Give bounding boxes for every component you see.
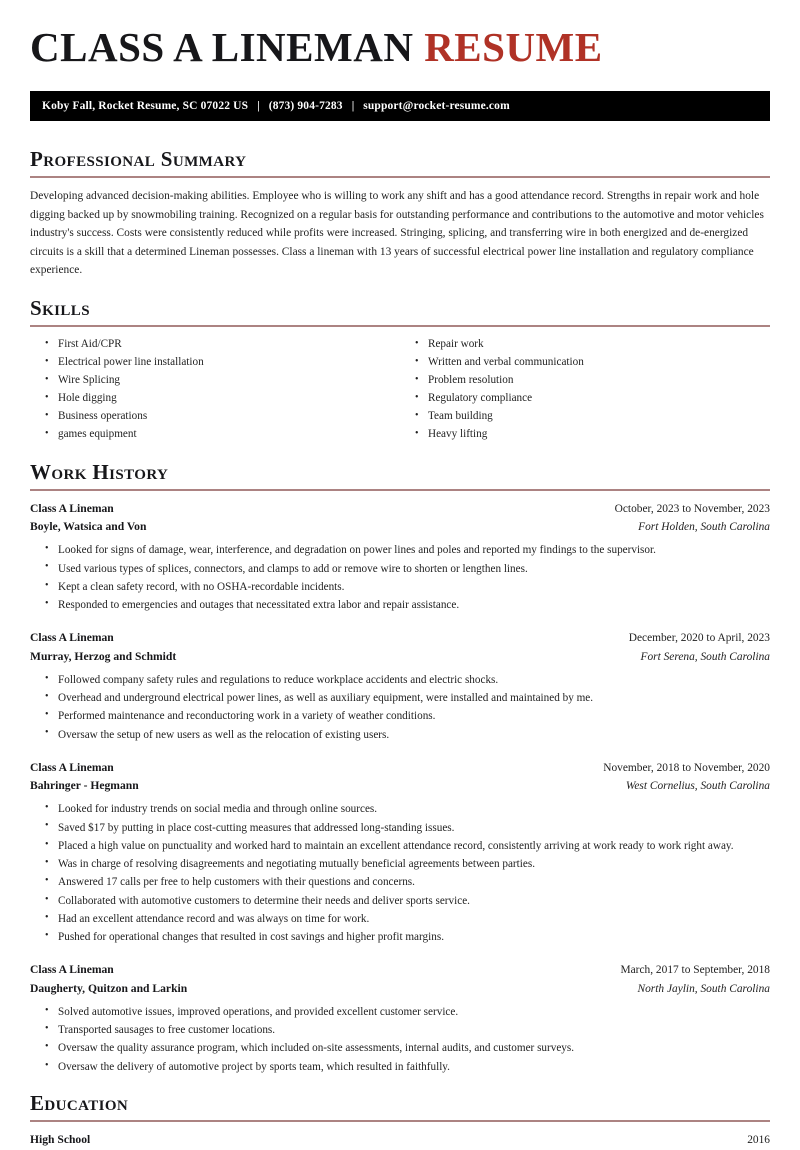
job-header-row: [30, 500, 770, 519]
job-header-row: [30, 961, 770, 980]
section-heading-skills: Skills: [30, 295, 90, 320]
list-item: • Problem resolution: [428, 372, 770, 390]
list-item: • Looked for industry trends on social media and through online sources.: [58, 801, 770, 819]
list-item: • Performed maintenance and reconductoring work in a variety of weather conditions.: [58, 708, 770, 726]
list-item: • Hole digging: [58, 390, 400, 408]
contact-phone: (873) 904-7283: [268, 100, 343, 113]
skills-column-left: [30, 336, 400, 444]
section-heading-education: Education: [30, 1090, 129, 1115]
list-item: • Heavy lifting: [428, 426, 770, 444]
work-history-entry: [30, 759, 770, 948]
section-education: [30, 1091, 770, 1150]
job-header-row: [30, 759, 770, 778]
list-item: • Written and verbal communication: [428, 354, 770, 372]
work-history-entry: [30, 500, 770, 615]
skills-columns: [30, 336, 770, 444]
job-title: Class A Lineman: [30, 631, 114, 645]
job-bullets: [30, 801, 770, 947]
list-item: • games equipment: [58, 426, 400, 444]
job-company: Daugherty, Quitzon and Larkin: [30, 982, 188, 996]
list-item: • Oversaw the delivery of automotive project by sports team, which resulted in faithfully.: [58, 1059, 770, 1077]
skills-column-right: [400, 336, 770, 444]
list-item: • Looked for signs of damage, wear, interference, and degradation on power lines and poles and reported my findings to the supervisor.: [58, 542, 770, 560]
section-professional-summary: [30, 147, 770, 279]
job-company: Boyle, Watsica and Von: [30, 520, 147, 534]
list-item: • Collaborated with automotive customers to determine their needs and deliver sports service.: [58, 893, 770, 911]
job-dates: December, 2020 to April, 2023: [628, 632, 770, 645]
job-company-row: [30, 980, 770, 999]
contact-separator-2: |: [351, 100, 355, 113]
contact-bar: [30, 91, 770, 121]
list-item: • Oversaw the quality assurance program, which included on-site assessments, internal audits, and customer surveys.: [58, 1040, 770, 1058]
job-bullets: [30, 542, 770, 615]
list-item: • Repair work: [428, 336, 770, 354]
job-title: Class A Lineman: [30, 760, 114, 774]
page-title: [30, 26, 770, 69]
list-item: • Had an excellent attendance record and was always on time for work.: [58, 911, 770, 929]
list-item: • Answered 17 calls per free to help customers with their questions and concerns.: [58, 874, 770, 892]
resume-title-accent: RESUME: [424, 24, 603, 70]
list-item: • Was in charge of resolving disagreements and negotiating mutually beneficial agreements between parties.: [58, 856, 770, 874]
list-item: • Regulatory compliance: [428, 390, 770, 408]
list-item: • Responded to emergencies and outages that necessitated extra labor and repair assistance.: [58, 597, 770, 615]
list-item: • Electrical power line installation: [58, 354, 400, 372]
list-item: • Used various types of splices, connectors, and clamps to add or remove wire to shorten or lengthen lines.: [58, 560, 770, 578]
work-history-entry: [30, 629, 770, 744]
list-item: • Followed company safety rules and regulations to reduce workplace accidents and electric shocks.: [58, 672, 770, 690]
job-dates: November, 2018 to November, 2020: [603, 761, 770, 774]
job-company-row: [30, 518, 770, 537]
job-location: North Jaylin, South Carolina: [637, 983, 770, 996]
job-location: Fort Holden, South Carolina: [638, 521, 770, 534]
list-item: • Wire Splicing: [58, 372, 400, 390]
contact-separator-1: |: [257, 100, 260, 113]
section-divider-skills: [30, 325, 770, 327]
education-year: 2016: [747, 1133, 770, 1146]
skills-list-right: [400, 336, 770, 444]
job-title: Class A Lineman: [30, 501, 114, 515]
contact-name-address: Koby Fall, Rocket Resume, SC 07022 US: [42, 100, 249, 113]
job-company: Bahringer - Hegmann: [30, 779, 139, 793]
work-history-entry: [30, 961, 770, 1076]
job-location: Fort Serena, South Carolina: [640, 650, 770, 663]
job-company-row: [30, 648, 770, 667]
job-bullets: [30, 672, 770, 745]
job-company: Murray, Herzog and Schmidt: [30, 649, 177, 663]
job-dates: October, 2023 to November, 2023: [614, 502, 770, 515]
list-item: • First Aid/CPR: [58, 336, 400, 354]
job-location: West Cornelius, South Carolina: [625, 780, 770, 793]
job-header-row: [30, 629, 770, 648]
resume-title-main: CLASS A LINEMAN: [30, 24, 414, 70]
summary-text: Developing advanced decision-making abilities. Employee who is willing to work any shift and has a good attendance record. Strengths in repair work and hole digging backed up by snowmobiling training. Recognized on a regular basis for outstanding performance and contributions to the automotive and motor vehicles industry's success. Costs were consistently reduced while profits were increased. Stringing, splicing, and transferring wire in both energized and de-energized circuits is a skill that a determined Lineman possesses. Class a lineman with 13 years of successful electrical power line installation and regulatory compliance experience.: [30, 190, 764, 277]
section-heading-summary: Professional Summary: [30, 147, 247, 172]
list-item: • Business operations: [58, 408, 400, 426]
list-item: • Transported sausages to free customer locations.: [58, 1022, 770, 1040]
list-item: • Oversaw the setup of new users as well as the relocation of existing users.: [58, 726, 770, 744]
list-item: • Overhead and underground electrical power lines, as well as auxiliary equipment, were installed and maintained by me.: [58, 690, 770, 708]
list-item: • Placed a high value on punctuality and worked hard to maintain an excellent attendance record, consistently arriving at work ready to work right away.: [58, 838, 770, 856]
job-dates: March, 2017 to September, 2018: [620, 964, 770, 977]
section-divider-education: [30, 1120, 770, 1122]
contact-email: support@rocket-resume.com: [363, 100, 510, 113]
list-item: • Saved $17 by putting in place cost-cutting measures that addressed long-standing issues.: [58, 819, 770, 837]
education-entry: [30, 1131, 770, 1150]
section-work-history: [30, 460, 770, 1077]
list-item: • Solved automotive issues, improved operations, and provided excellent customer service.: [58, 1004, 770, 1022]
section-skills: [30, 296, 770, 444]
list-item: • Pushed for operational changes that resulted in cost savings and higher profit margins.: [58, 929, 770, 947]
education-school: High School: [30, 1132, 91, 1146]
section-heading-work-history: Work History: [30, 459, 169, 484]
skills-list-left: [30, 336, 400, 444]
section-divider-summary: [30, 176, 770, 178]
list-item: • Team building: [428, 408, 770, 426]
job-title: Class A Lineman: [30, 963, 114, 977]
job-bullets: [30, 1004, 770, 1077]
job-company-row: [30, 777, 770, 796]
section-divider-work-history: [30, 489, 770, 491]
list-item: • Kept a clean safety record, with no OSHA-recordable incidents.: [58, 579, 770, 597]
